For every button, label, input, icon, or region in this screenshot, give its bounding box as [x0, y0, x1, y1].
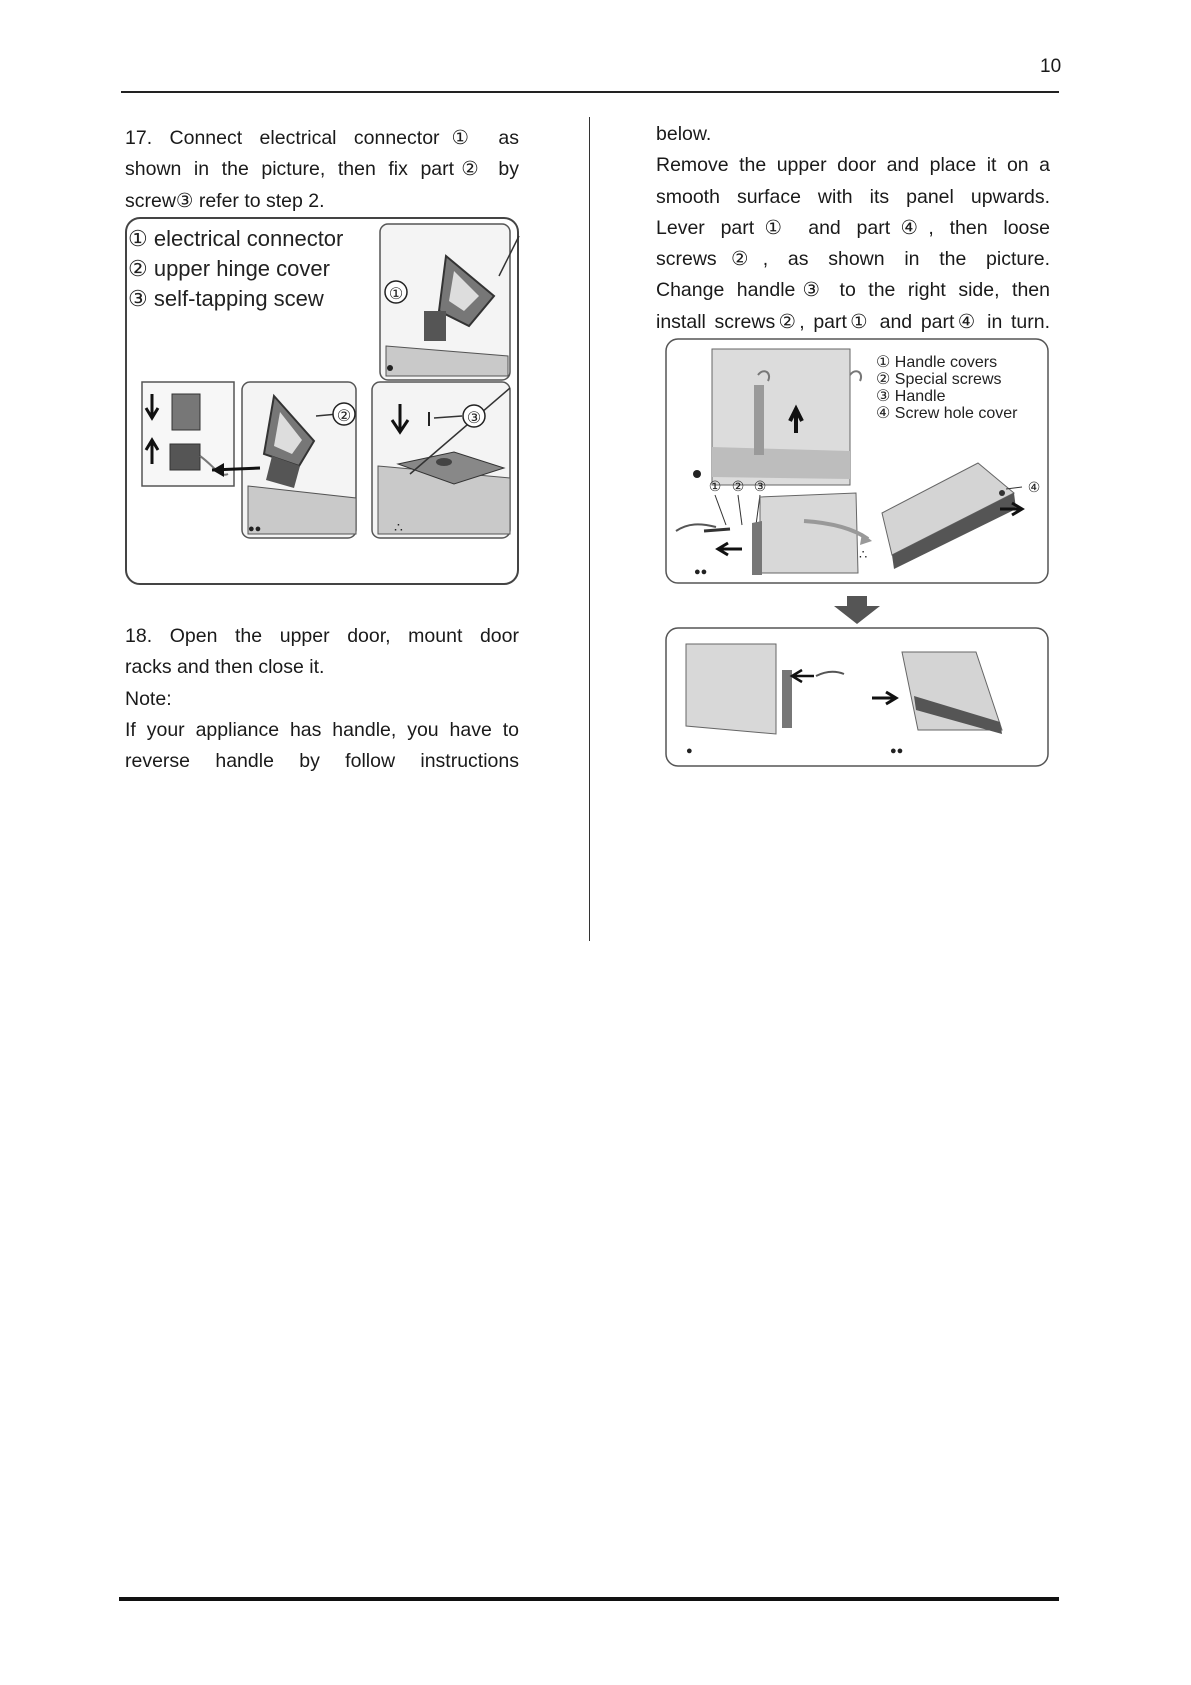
text-line: screws②, as shown in the picture. — [656, 248, 1050, 271]
text-line: Note: — [125, 687, 172, 710]
page-number: 10 — [1040, 56, 1062, 77]
handle-removal-illustration — [664, 337, 1050, 585]
text-line: racks and then close it. — [125, 656, 325, 679]
down-arrow-icon — [832, 596, 882, 624]
callout-handle-covers: ① — [708, 478, 722, 494]
legend-upper-hinge-cover: ② upper hinge cover — [128, 256, 330, 281]
text-line: Change handle③ to the right side, then — [656, 279, 1050, 302]
reverse-handle-instructions — [656, 119, 1050, 338]
text-line: smooth surface with its panel upwards. — [656, 185, 1050, 208]
panel-mark-3: ∴ — [394, 519, 403, 535]
legend-electrical-connector: ① electrical connector — [128, 226, 344, 251]
legend-screw-hole-cover: ④ Screw hole cover — [876, 405, 1018, 422]
legend-handle: ③ Handle — [876, 388, 946, 405]
text-line: shown in the picture, then fix part② by — [125, 158, 519, 181]
panel-mark-3: ∴ — [859, 547, 868, 562]
callout-special-screws: ② — [731, 478, 745, 494]
legend-special-screws: ② Special screws — [876, 371, 1002, 388]
text-line: install screws②, part① and part④ in turn. — [656, 310, 1050, 333]
text-line: below. — [656, 123, 712, 145]
callout-hinge-cover: ② — [336, 408, 352, 425]
footer-rule — [119, 1597, 1059, 1601]
callout-screw-hole-cover: ④ — [1027, 479, 1041, 495]
column-divider — [589, 117, 590, 941]
panel-mark-2: ●● — [890, 745, 904, 757]
handle-reinstall-illustration — [664, 626, 1050, 768]
text-line: If your appliance has handle, you have to — [125, 718, 519, 741]
text-line: Remove the upper door and place it on a — [656, 154, 1050, 177]
legend-self-tapping-screw: ③ self-tapping scew — [128, 286, 324, 311]
header-rule — [121, 91, 1059, 93]
step-17-text — [125, 123, 519, 217]
callout-connector: ① — [388, 286, 404, 303]
text-line: 17. Connect electrical connector① as — [125, 127, 519, 149]
text-line: Lever part① and part④, then loose — [656, 216, 1050, 239]
hinge-cover-illustration — [124, 216, 520, 586]
panel-mark-2: ●● — [248, 523, 262, 535]
text-line: reverse handle by follow instructions — [125, 750, 519, 773]
text-line: screw③ refer to step 2. — [125, 189, 325, 212]
callout-screw: ③ — [466, 410, 482, 427]
legend-handle-covers: ① Handle covers — [876, 354, 998, 371]
text-line: 18. Open the upper door, mount door — [125, 625, 519, 647]
step-18-text — [125, 621, 519, 777]
panel-mark-1: ● — [686, 745, 693, 757]
callout-handle: ③ — [753, 478, 767, 494]
panel-mark-2: ●● — [694, 566, 708, 578]
